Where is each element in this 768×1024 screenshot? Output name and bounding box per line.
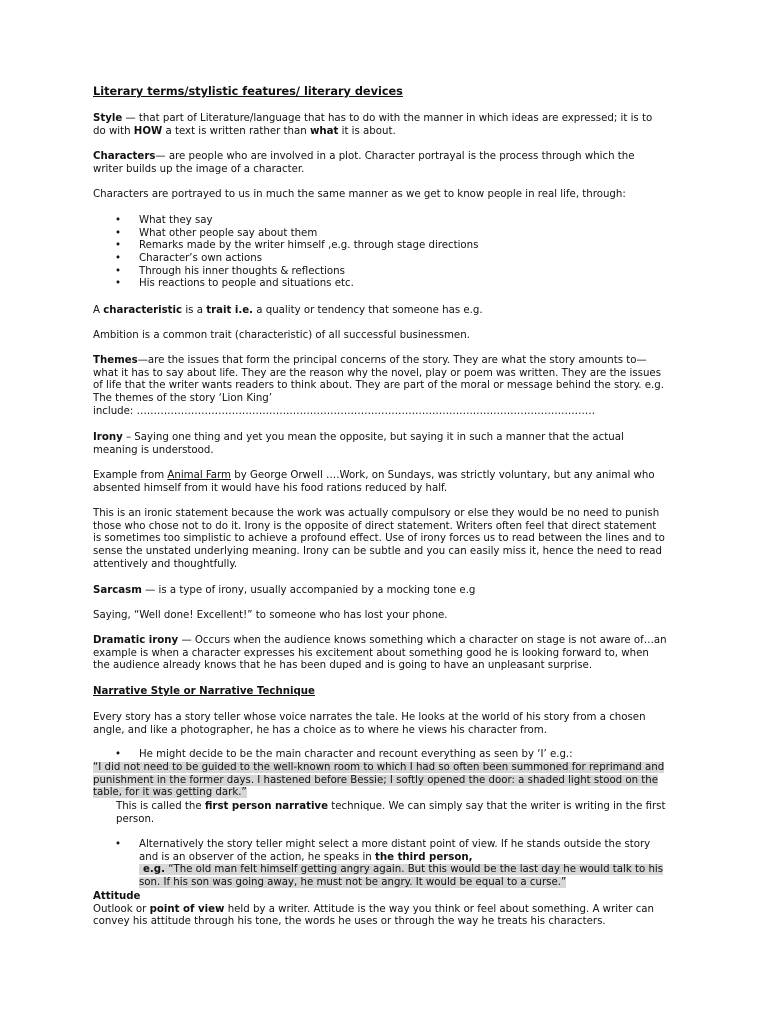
- bullet-icon: •: [115, 253, 122, 265]
- themes-text-1: —are the issues that form the principal concerns of the story. They are what the story amounts to—: [137, 355, 647, 366]
- narrative-intro-line: Every story has a story teller whose voice narrates the tale. He looks at the world of his story from a chosen: [93, 712, 646, 723]
- style-text-2b: a text is written rather than: [162, 125, 310, 137]
- quote-line: table, for it was getting dark.”: [93, 787, 247, 799]
- style-definition: [93, 113, 677, 138]
- page-title: Literary terms/stylistic features/ literary devices: [93, 85, 403, 98]
- characteristic-trait: trait i.e.: [206, 305, 254, 316]
- first-person-term: first person narrative: [204, 801, 328, 812]
- attitude-text-2: convey his attitude through his tone, the words he uses or through the way he treats his characters.: [93, 916, 606, 928]
- list-item: [93, 215, 677, 228]
- bullet-icon: •: [115, 265, 122, 277]
- animal-farm-book-title: Animal Farm: [167, 470, 231, 481]
- style-text-2c: it is about.: [338, 125, 396, 137]
- list-item-label: He might decide to be the main character and recount everything as seen by ‘I’ e.g.:: [139, 749, 573, 760]
- portrayed-intro: Characters are portrayed to us in much the same manner as we get to know people in real life, through:: [93, 189, 626, 200]
- first-person-text-1a: This is called the: [116, 801, 205, 812]
- irony-term: Irony: [93, 432, 123, 443]
- list-item: [93, 240, 677, 253]
- dramatic-irony-definition: [93, 635, 677, 673]
- characters-definition: [93, 151, 677, 176]
- characteristic-end: a quality or tendency that someone has e.g.: [253, 305, 483, 316]
- attitude-text-1a: Outlook or: [93, 903, 150, 915]
- style-text-2a: do with: [93, 125, 134, 137]
- narrative-intro-line: angle, and like a photographer, he has a choice as to where he views his character from.: [93, 724, 547, 736]
- list-item: [93, 228, 677, 241]
- third-quote-line: son. If his son was going away, he must not be angry. It would be equal to a curse.”: [139, 877, 567, 889]
- dramatic-irony-term: Dramatic irony: [93, 635, 179, 646]
- list-item-label: What other people say about them: [139, 227, 318, 239]
- irony-definition: [93, 432, 677, 457]
- bullet-icon: •: [115, 215, 122, 226]
- characteristic-mid: is a: [182, 305, 207, 316]
- list-item: [93, 278, 677, 291]
- themes-term: Themes: [93, 355, 138, 366]
- ironic-line: is sometimes too simplistic to achieve a profound effect. Use of irony forces us to read between the lines and to: [93, 533, 665, 545]
- style-text-1: that part of Literature/language that has to do with the manner in which ideas are expressed; it is to: [138, 113, 653, 124]
- sarcasm-example: Saying, “Well done! Excellent!” to someone who has lost your phone.: [93, 610, 448, 621]
- attitude-text-1b: held by a writer. Attitude is the way you think or feel about something. A writer can: [224, 903, 655, 915]
- sarcasm-term: Sarcasm: [93, 585, 142, 596]
- dramatic-text-1: — Occurs when the audience knows something which a character on stage is not aware of…an: [178, 635, 667, 646]
- third-quote-line: “The old man felt himself getting angry again. But this would be the last day he would talk to his: [164, 864, 664, 876]
- animal-farm-text-1: by George Orwell ….Work, on Sundays, was strictly voluntary, but any animal who: [230, 470, 655, 481]
- list-item-label: His reactions to people and situations etc.: [139, 278, 354, 290]
- characteristic-term: characteristic: [103, 305, 183, 316]
- list-item: [93, 749, 677, 762]
- characters-text-1: — are people who are involved in a plot. Character portrayal is the process through which the: [155, 151, 635, 162]
- dramatic-text-3: the audience already knows that he has been duped and is going to have an unpleasant surprise.: [93, 660, 593, 672]
- third-eg: e.g.: [143, 864, 165, 876]
- narrative-intro: [93, 712, 677, 737]
- first-person-explanation: [116, 801, 676, 826]
- third-text-1: Alternatively the story teller might select a more distant point of view. If he stands outside the story: [139, 839, 651, 850]
- first-person-text-2: person.: [116, 813, 155, 825]
- animal-farm-pre: Example from: [93, 470, 168, 481]
- list-item: [93, 253, 677, 266]
- first-person-quote: [93, 762, 673, 800]
- style-dash: —: [122, 113, 139, 124]
- ironic-line: attentively and thoughtfully.: [93, 558, 238, 570]
- narrative-heading: Narrative Style or Narrative Technique: [93, 686, 315, 697]
- irony-text-1: – Saying one thing and yet you mean the opposite, but saying it in such a manner that the actual: [122, 432, 624, 443]
- characteristic-a: A: [93, 305, 104, 316]
- animal-farm-text-2: absented himself from it would have his food rations reduced by half.: [93, 482, 448, 494]
- first-person-text-1b: technique. We can simply say that the writer is writing in the first: [327, 801, 666, 812]
- portrayal-list: [93, 215, 677, 291]
- animal-farm-example: [93, 470, 677, 495]
- bullet-icon: •: [115, 227, 122, 239]
- quote-line: “I did not need to be guided to the well-known room to which I had so often been summoned for reprimand and: [93, 762, 665, 773]
- ironic-line: This is an ironic statement because the work was actually compulsory or else they would be no need to punish: [93, 508, 660, 519]
- themes-definition: [93, 355, 677, 419]
- sarcasm-definition: [93, 585, 677, 598]
- attitude-pov: point of view: [149, 903, 225, 915]
- list-item: [93, 266, 677, 279]
- themes-text-3: of life that the writer wants readers to think about. They are part of the moral or message behind the story. e.g.: [93, 380, 665, 392]
- list-item-label: Character’s own actions: [139, 253, 263, 265]
- third-person-term: the third person,: [374, 851, 473, 863]
- style-what: what: [309, 125, 339, 137]
- bullet-icon: •: [115, 240, 122, 252]
- characters-text-2: writer builds up the image of a character.: [93, 163, 305, 175]
- list-item-label: Remarks made by the writer himself ,e.g. through stage directions: [139, 240, 479, 252]
- first-person-bullet: [93, 749, 677, 762]
- bullet-icon: •: [115, 749, 122, 760]
- themes-text-5: include: ………………………………………………………………………………………………………………………: [93, 405, 596, 417]
- ironic-paragraph: [93, 508, 677, 572]
- dramatic-text-2: example is when a character expresses his excitement about something good he is looking forward to, when: [93, 647, 649, 659]
- style-how: HOW: [133, 125, 163, 137]
- bullet-icon: •: [115, 839, 122, 850]
- irony-text-2: meaning is understood.: [93, 444, 214, 456]
- sarcasm-text: — is a type of irony, usually accompanied by a mocking tone e.g: [141, 585, 476, 596]
- list-item-label: Through his inner thoughts & reflections: [139, 265, 345, 277]
- characteristic-definition: [93, 305, 677, 318]
- attitude-heading: Attitude: [93, 891, 141, 902]
- third-text-2a: and is an observer of the action, he speaks in: [139, 851, 375, 863]
- style-term: Style: [93, 113, 123, 124]
- quote-line: punishment in the former days. I hastened before Bessie; I softly opened the door: a shaded light stood on the: [93, 774, 659, 786]
- list-item-label: What they say: [139, 215, 213, 226]
- themes-text-4: The themes of the story ‘Lion King’: [93, 393, 272, 405]
- ironic-line: sense the unstated underlying meaning. Irony can be subtle and you can easily miss it, hence the need to read: [93, 546, 662, 558]
- bullet-icon: •: [115, 278, 122, 290]
- third-person-bullet: [93, 839, 677, 890]
- ambition-example: Ambition is a common trait (characteristic) of all successful businessmen.: [93, 330, 470, 341]
- attitude-section: [93, 891, 677, 929]
- ironic-line: those who chose not to do it. Irony is the opposite of direct statement. Writers often feel that direct statement: [93, 520, 657, 532]
- characters-term: Characters: [93, 151, 156, 162]
- themes-text-2: what it has to say about life. They are the reason why the novel, play or poem was written. They are the issues: [93, 367, 662, 379]
